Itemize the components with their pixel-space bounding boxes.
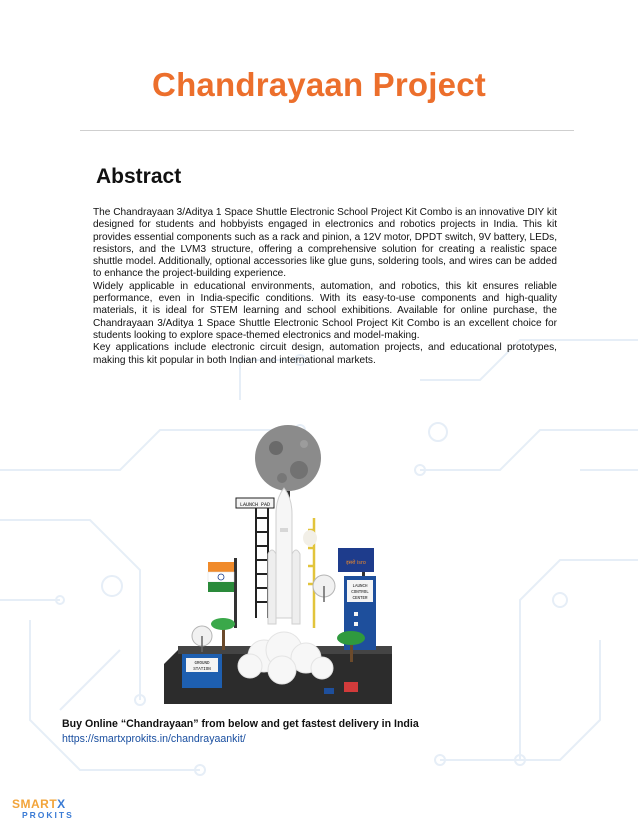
control-sign-line: CONTROL bbox=[351, 591, 369, 595]
isro-banner-text: इसरो isro bbox=[346, 560, 366, 566]
india-flag bbox=[208, 558, 237, 628]
smartx-prokits-logo bbox=[12, 797, 92, 823]
logo-x-text: X bbox=[57, 797, 66, 811]
abstract-paragraph: Widely applicable in educational environments, automation, and robotics, this kit ensures reliable performance, even in India-specific conditions. With its easy-to-use components and high-quality materials, it is ideal for STEM learning and school exhibitions. Available for online purchase, the Chandrayaan 3/Aditya 1 Space Shuttle Electronic School Project Kit Combo is an excellent choice for students looking to explore space-themed electronics and model-making. bbox=[93, 280, 557, 341]
control-sign-line: LAUNCH bbox=[352, 585, 368, 589]
smoke-cotton bbox=[238, 632, 333, 684]
station-sign-line: STATION bbox=[193, 668, 211, 672]
logo-prokits-text: PROKITS bbox=[22, 810, 74, 820]
launch-tower bbox=[256, 506, 268, 618]
station-sign-line: GROUND bbox=[194, 662, 210, 666]
switch-component bbox=[344, 682, 358, 692]
ground-station-building bbox=[182, 654, 222, 688]
palm-tree-left bbox=[211, 618, 235, 650]
product-link[interactable]: https://smartxprokits.in/chandrayaankit/ bbox=[62, 733, 246, 745]
logo-smart-text: SMART bbox=[12, 797, 58, 811]
control-sign-line: CENTER bbox=[352, 597, 368, 601]
buy-online-text: Buy Online “Chandrayaan” from below and get fastest delivery in India bbox=[62, 718, 419, 730]
moon-sphere bbox=[255, 425, 321, 491]
dish-antenna-right bbox=[313, 575, 335, 602]
title-divider bbox=[80, 130, 574, 131]
launch-pad-sign: LAUNCH PAD bbox=[239, 502, 271, 508]
abstract-body bbox=[93, 207, 557, 367]
abstract-heading: Abstract bbox=[96, 165, 182, 188]
page-title: Chandrayaan Project bbox=[152, 66, 486, 103]
product-photo bbox=[164, 418, 392, 704]
abstract-paragraph: Key applications include electronic circuit design, automation projects, and educational prototypes, making this kit popular in both Indian and international markets. bbox=[93, 342, 557, 366]
abstract-paragraph: The Chandrayaan 3/Aditya 1 Space Shuttle Electronic School Project Kit Combo is an innovative DIY kit designed for students and hobbyists engaged in electronics and robotics projects in India. This kit provides essential components such as a rack and pinion, a 12V motor, DPDT switch, 9V battery, LEDs, resistors, and the LVM3 structure, offering a comprehensive solution for creating a realistic space shuttle model. Additionally, optional accessories like glue guns, soldering tools, and wires can be added to enhance the project-building experience. bbox=[93, 207, 557, 280]
logo-top bbox=[12, 797, 66, 811]
